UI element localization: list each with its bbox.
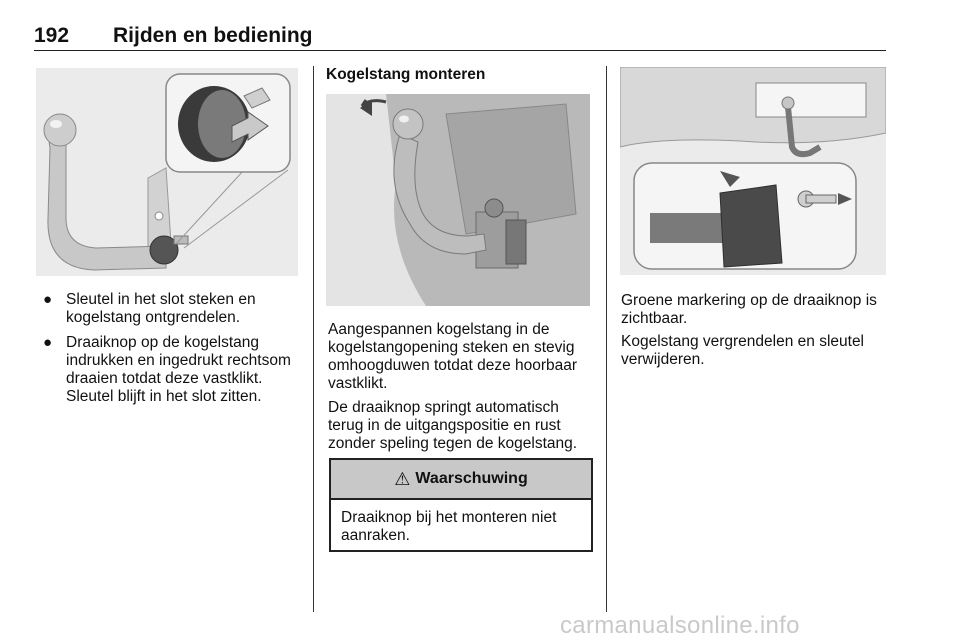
warning-text: Draaiknop bij het monteren niet aanraken.: [341, 509, 557, 544]
instruction-bullets: [36, 291, 302, 413]
page-header: [34, 22, 886, 51]
towbar-lock-illustration: [620, 67, 886, 275]
list-item: ● Sleutel in het slot steken en kogelstang ontgrendelen.: [43, 291, 256, 326]
paragraph: Groene markering op de draaiknop is zichtbaar.: [621, 292, 877, 327]
bullet-icon: ●: [43, 334, 53, 351]
warning-box: [329, 458, 593, 552]
page-number: 192: [34, 24, 70, 47]
column-divider-right: [606, 66, 607, 612]
towbar-mounting-illustration: [326, 94, 590, 306]
warning-header: [331, 460, 591, 500]
warning-title: Waarschuwing: [415, 470, 528, 487]
towbar-unlock-illustration: [36, 68, 298, 276]
column-divider-left: [313, 66, 314, 612]
watermark: carmanualsonline.info: [560, 612, 800, 639]
paragraph: De draaiknop springt automatisch terug in de uitgangspositie en rust zonder speling tegen de kogelstang.: [328, 399, 578, 452]
paragraph: Kogelstang vergrendelen en sleutel verwijderen.: [621, 333, 865, 368]
chapter-title: Rijden en bediening: [113, 24, 313, 47]
warning-triangle-icon: ⚠: [394, 468, 411, 489]
bullet-icon: ●: [43, 291, 53, 308]
paragraph: Aangespannen kogelstang in de kogelstangopening steken en stevig omhoogduwen totdat deze hoorbaar vastklikt.: [328, 321, 578, 392]
list-item: ● Draaiknop op de kogelstang indrukken en ingedrukt rechtsom draaien totdat deze vastklikt. Sleutel blijft in het slot zitten.: [43, 334, 291, 405]
section-heading: Kogelstang monteren: [326, 66, 486, 83]
